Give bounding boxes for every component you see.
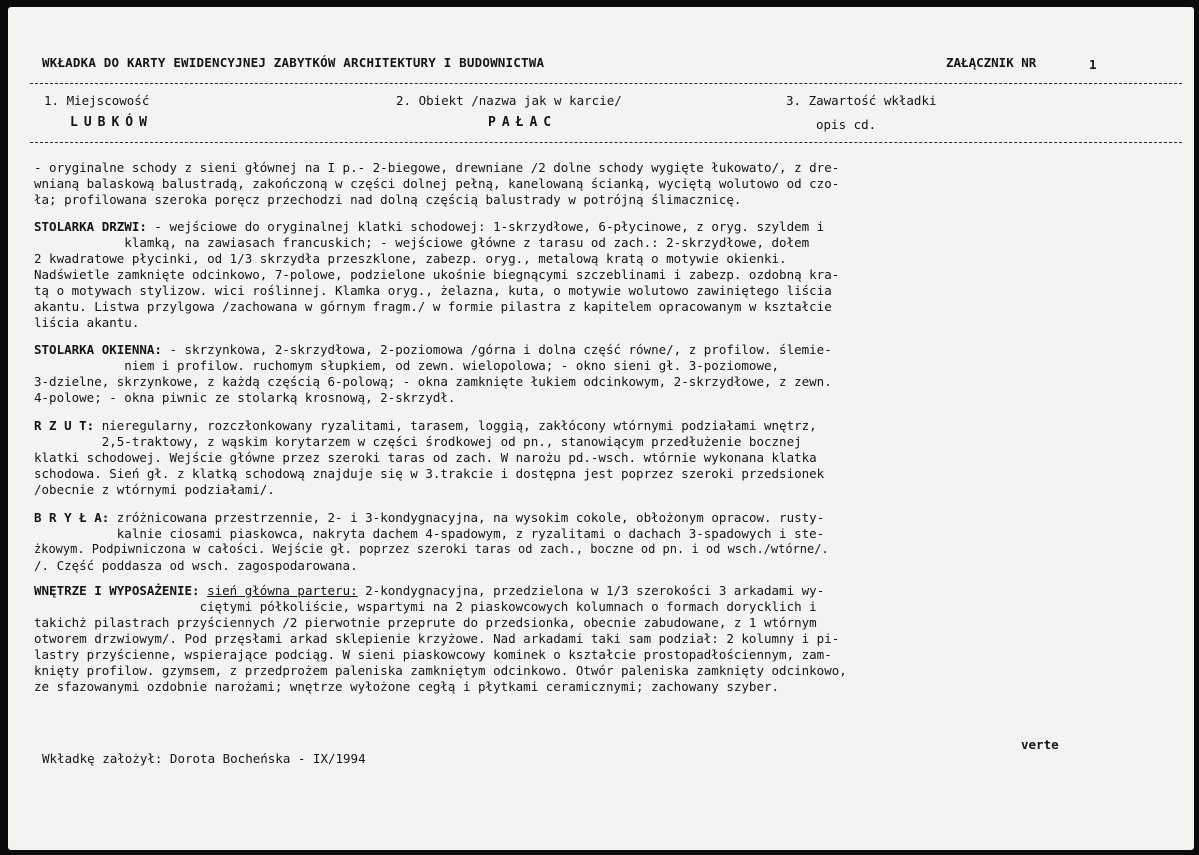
interior-line-6: knięty profilow. gzymsem, z przedprożem paleniska zamkniętym odcinkowo. Otwór paleniska zamknięty odcinkowo, — [34, 663, 847, 678]
door-joinery-line-1: - wejściowe do oryginalnej klatki schodowej: 1-skrzydłowe, 6-płycinowe, z oryg. szyldem i — [146, 219, 825, 234]
massing-line-3: żkowym. Podpiwniczona w całości. Wejście gł. poprzez szeroki taras od zach., boczne od pn. i od wsch./wtórne/. — [34, 542, 829, 556]
verso-note: verte — [1021, 737, 1059, 752]
interior-line-7: ze sfazowanymi ozdobnie narożami; wnętrze wyłożone cegłą i płytkami ceramicznymi; zachowany szyber. — [34, 679, 780, 694]
massing-line-1: zróżnicowana przestrzennie, 2- i 3-kondygnacyjna, na wysokim cokole, obłożonym opracow. rusty- — [109, 510, 825, 525]
object-label: 2. Obiekt /nazwa jak w karcie/ — [396, 93, 622, 108]
door-joinery-line-6: akantu. Listwa przylgowa /zachowana w górnym fragm./ w formie pilastra z kapitelem opracowanym w kształcie — [34, 299, 832, 314]
interior-line-3: takichż pilastrach przyściennych /2 pierwotnie przeprute do przedsionka, obecnie zabudowane, z 1 wtórnym — [34, 615, 817, 630]
plan-line-2: 2,5-traktowy, z wąskim korytarzem w części środkowej od pn., stanowiącym przedłużenie bocznej — [34, 434, 802, 449]
massing-line-4: /. Część poddasza od wsch. zagospodarowana. — [34, 558, 358, 573]
document-title: WKŁADKA DO KARTY EWIDENCYJNEJ ZABYTKÓW ARCHITEKTURY I BUDOWNICTWA — [42, 55, 545, 70]
plan-heading: R Z U T: — [34, 418, 95, 433]
staircase-line-2: wnianą balaskową balustradą, zakończoną w części dolnej pełną, kanelowaną ścianką, wyciętą wolutowo od czo- — [34, 176, 840, 191]
massing-section — [34, 510, 824, 526]
door-joinery-line-5: tą o motywach stylizow. wici roślinnej. Klamka oryg., żelazna, kuta, o motywie wolutowo zawiniętego liścia — [34, 283, 832, 298]
window-joinery-line-1: - skrzynkowa, 2-skrzydłowa, 2-poziomowa /górna i dolna część równe/, z profilow. ślemie- — [161, 342, 832, 357]
interior-section — [34, 583, 824, 599]
staircase-line-3: ła; profilowana szeroka poręcz przechodzi nad dolną częścią balustrady w potrójną ślimacznicę. — [34, 192, 742, 207]
plan-line-3: klatki schodowej. Wejście główne przez szeroki taras od zach. W narożu pd.-wsch. wtórnie wykonana klatka — [34, 450, 817, 465]
door-joinery-heading: STOLARKA DRZWI: — [34, 219, 147, 234]
plan-section — [34, 418, 817, 434]
staircase-line-1: - oryginalne schody z sieni głównej na I p.- 2-biegowe, drewniane /2 dolne schody wygięte łukowato/, z dre- — [34, 160, 840, 175]
interior-line-2: ciętymi półkoliście, wspartymi na 2 piaskowcowych kolumnach o formach dorycklich i — [34, 599, 817, 614]
door-joinery-line-3: 2 kwadratowe płycinki, od 1/3 skrzydła przeszklone, zabezp. oryg., metalową kratą o motywie okienki. — [34, 251, 787, 266]
door-joinery-line-4: Nadświetle zamknięte odcinkowo, 7-polowe, podzielone ukośnie biegnącymi szczeblinami i zabezp. ozdobną kra- — [34, 267, 840, 282]
plan-line-5: /obecnie z wtórnymi podziałami/. — [34, 482, 275, 497]
locality-value: LUBKÓW — [70, 115, 153, 130]
door-joinery-line-2: klamką, na zawiasach francuskich; - wejściowe główne z tarasu od zach.: 2-skrzydłowe, dołem — [34, 235, 810, 250]
window-joinery-line-3: 3-dzielne, skrzynkowe, z każdą częścią 6-polową; - okna zamknięte łukiem odcinkowym, 2-skrzydłowe, z zewn. — [34, 374, 832, 389]
inventory-card-insert — [8, 7, 1194, 850]
contents-label: 3. Zawartość wkładki — [786, 93, 937, 108]
plan-line-1: nieregularny, rozczłonkowany ryzalitami, tarasem, loggią, zakłócony wtórnymi podziałami wnętrz, — [94, 418, 817, 433]
locality-label: 1. Miejscowość — [44, 93, 150, 108]
massing-heading: B R Y Ł A: — [34, 510, 110, 525]
interior-heading: WNĘTRZE I WYPOSAŻENIE: — [34, 583, 200, 598]
interior-subheading: sień główna parteru: — [207, 583, 358, 598]
columns-divider — [30, 142, 1182, 143]
window-joinery-heading: STOLARKA OKIENNA: — [34, 342, 162, 357]
prepared-by: Wkładkę założył: Dorota Bocheńska - IX/1994 — [42, 751, 366, 766]
door-joinery-line-7: liścia akantu. — [34, 315, 140, 330]
interior-line-1: 2-kondygnacyjna, przedzielona w 1/3 szerokości 3 arkadami wy- — [357, 583, 825, 598]
header-divider — [30, 83, 1182, 84]
plan-line-4: schodowa. Sień gł. z klatką schodową znajduje się w 3.trakcie i dostępna jest poprzez szeroki przedsionek — [34, 466, 825, 481]
window-joinery-section — [34, 342, 832, 358]
contents-value: opis cd. — [816, 117, 877, 132]
window-joinery-line-4: 4-polowe; - okna piwnic ze stolarką krosnową, 2-skrzydł. — [34, 390, 456, 405]
massing-line-2: kalnie ciosami piaskowca, nakryta dachem 4-spadowym, z ryzalitami o dachach 3-spadowych i ste- — [34, 526, 825, 541]
object-value: PAŁAC — [488, 115, 558, 130]
annex-label: ZAŁĄCZNIK NR — [946, 55, 1037, 70]
door-joinery-section — [34, 219, 824, 235]
window-joinery-line-2: niem i profilow. ruchomym słupkiem, od zewn. wielopolowa; - okno sieni gł. 3-poziomowe, — [34, 358, 780, 373]
annex-number: 1 — [1089, 57, 1097, 72]
interior-line-4: otworem drzwiowym/. Pod przęsłami arkad sklepienie krzyżowe. Nad arkadami taki sam podział: 2 kolumny i pi- — [34, 631, 840, 646]
interior-line-5: lastry przyścienne, wspierające podciąg. W sieni piaskowcowy kominek o kształcie prostopadłościennym, zam- — [34, 647, 832, 662]
